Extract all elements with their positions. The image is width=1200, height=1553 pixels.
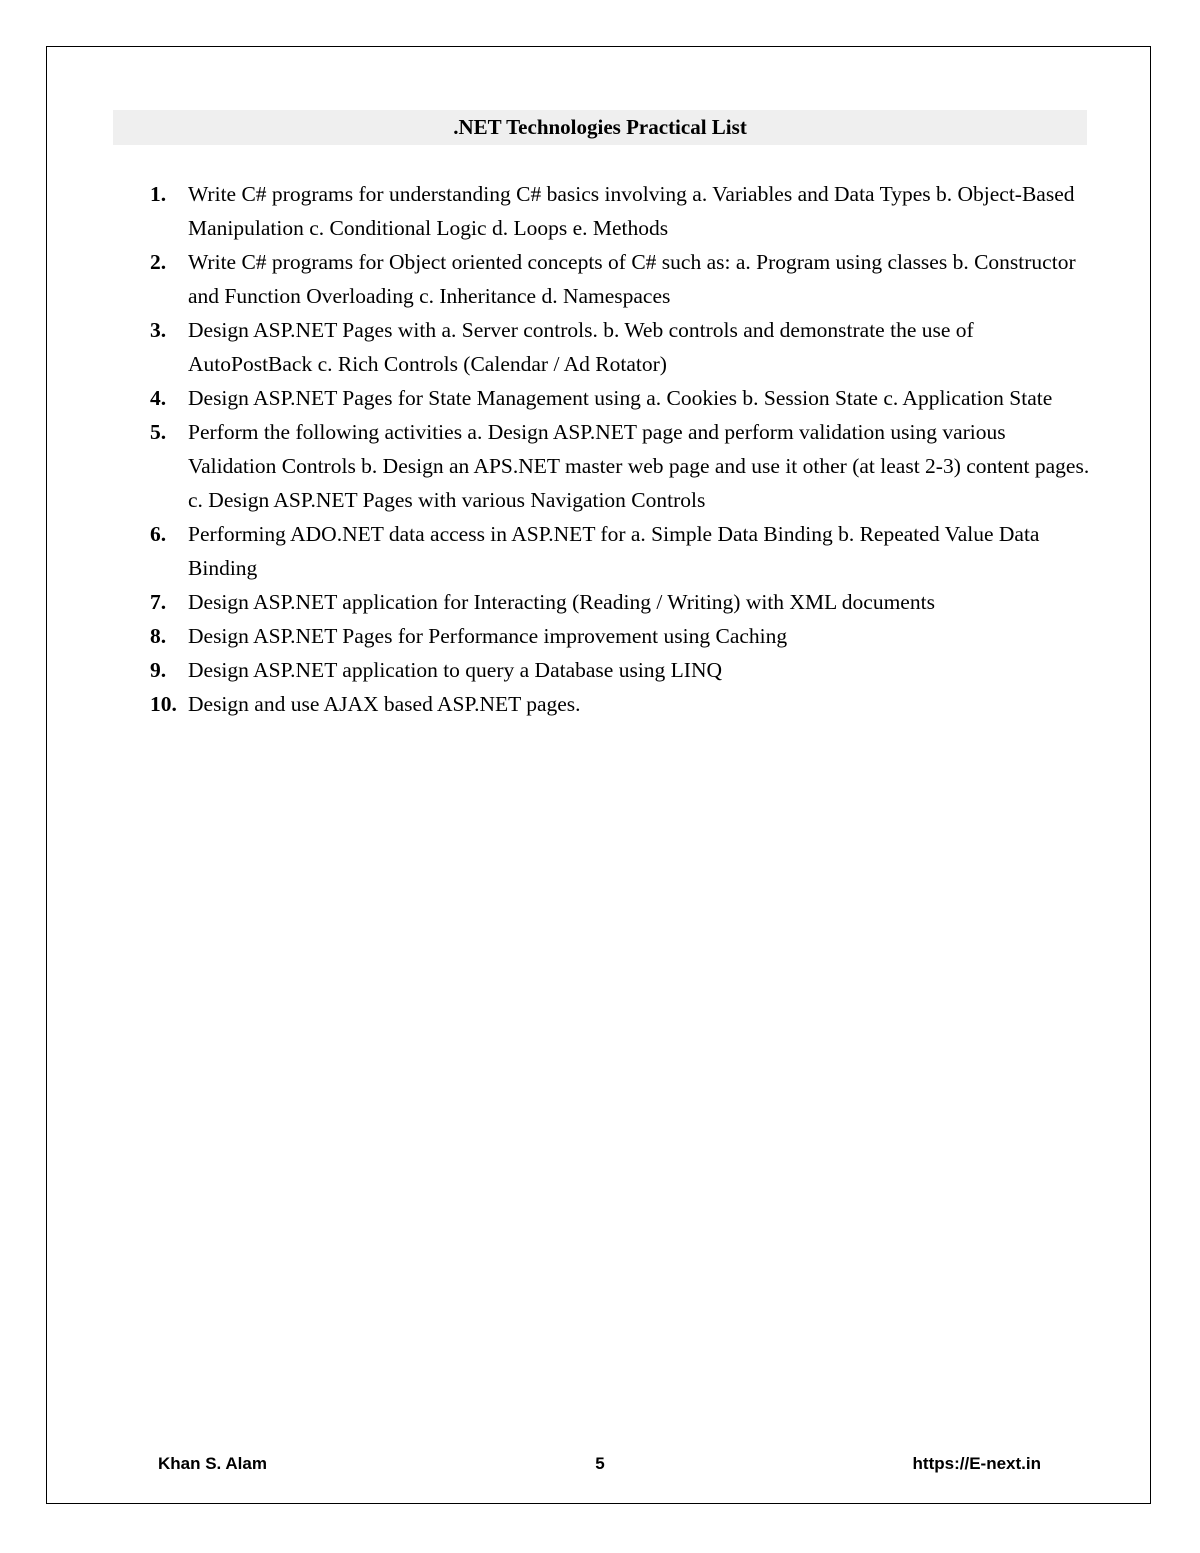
item-number: 6.	[150, 522, 167, 546]
list-item	[150, 381, 1095, 415]
item-number: 2.	[150, 250, 167, 274]
list-item	[150, 415, 1095, 517]
item-text: Performing ADO.NET data access in ASP.NET for a. Simple Data Binding b. Repeated Value Data Binding	[188, 522, 1040, 580]
footer-website: https://E-next.in	[912, 1454, 1041, 1473]
list-item	[150, 585, 1095, 619]
item-number: 10.	[150, 692, 177, 716]
item-number: 4.	[150, 386, 167, 410]
item-text: Design ASP.NET application for Interacting (Reading / Writing) with XML documents	[188, 590, 935, 614]
footer-author: Khan S. Alam	[158, 1454, 267, 1473]
item-number: 1.	[150, 182, 167, 206]
practical-list	[150, 177, 1095, 721]
list-item	[150, 619, 1095, 653]
item-number: 7.	[150, 590, 167, 614]
item-text: Design and use AJAX based ASP.NET pages.	[188, 692, 581, 716]
list-item	[150, 687, 1095, 721]
item-number: 3.	[150, 318, 167, 342]
item-text: Design ASP.NET Pages with a. Server controls. b. Web controls and demonstrate the use of AutoPostBack c. Rich Controls (Calendar / Ad Rotator)	[188, 318, 974, 376]
document-title: .NET Technologies Practical List	[453, 115, 747, 139]
item-text: Write C# programs for understanding C# basics involving a. Variables and Data Types b. Object-Based Manipulation c. Conditional Logic d. Loops e. Methods	[188, 182, 1075, 240]
list-item	[150, 245, 1095, 313]
item-number: 5.	[150, 420, 167, 444]
item-text: Design ASP.NET Pages for State Management using a. Cookies b. Session State c. Application State	[188, 386, 1053, 410]
item-text: Design ASP.NET Pages for Performance improvement using Caching	[188, 624, 788, 648]
list-item	[150, 653, 1095, 687]
item-text: Perform the following activities a. Design ASP.NET page and perform validation using various Validation Controls b. Design an APS.NET master web page and use it other (at least 2-3) content pages. c. Design ASP.NET Pages with various Navigation Controls	[188, 420, 1090, 512]
item-number: 8.	[150, 624, 167, 648]
list-item	[150, 177, 1095, 245]
item-text: Design ASP.NET application to query a Database using LINQ	[188, 658, 723, 682]
list-item	[150, 313, 1095, 381]
item-number: 9.	[150, 658, 167, 682]
list-item	[150, 517, 1095, 585]
document-title-band	[113, 110, 1087, 145]
footer-page-number: 5	[595, 1454, 605, 1473]
item-text: Write C# programs for Object oriented concepts of C# such as: a. Program using classes b. Constructor and Function Overloading c. Inheritance d. Namespaces	[188, 250, 1076, 308]
